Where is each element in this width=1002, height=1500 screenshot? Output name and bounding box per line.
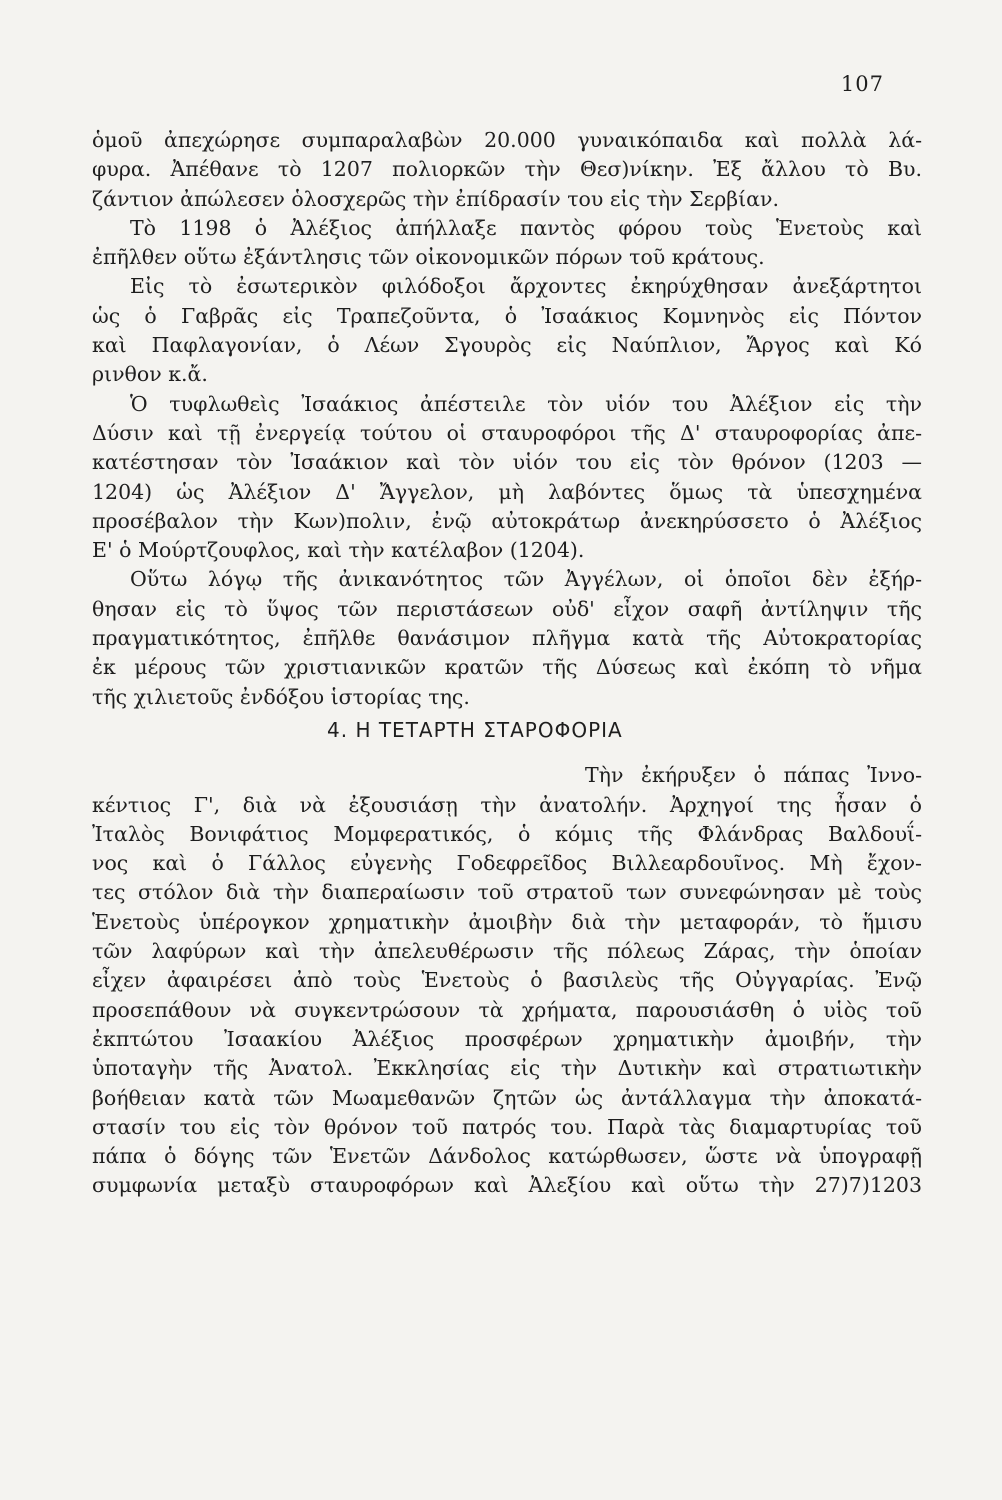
text-line: κατέστησαν τὸν Ἰσαάκιον καὶ τὸν υἱόν του εἰς τὸν θρόνον (1203 — bbox=[92, 450, 922, 475]
text-line: κέντιος Γ', διὰ νὰ ἐξουσιάσῃ τὴν ἀνατολήν. Ἀρχηγοί της ἦσαν ὁ bbox=[92, 792, 922, 817]
text-line: 1204) ὡς Ἀλέξιον Δ' Ἄγγελον, μὴ λαβόντες ὅμως τὰ ὑπεσχημένα bbox=[92, 479, 922, 504]
page-number: 107 bbox=[840, 72, 884, 96]
text-line: Δύσιν καὶ τῇ ἐνεργείᾳ τούτου οἱ σταυροφόροι τῆς Δ' σταυροφορίας ἀπε- bbox=[92, 420, 922, 445]
text-line: συμφωνία μεταξὺ σταυροφόρων καὶ Ἀλεξίου καὶ οὕτω τὴν 27)7)1203 bbox=[92, 1173, 922, 1198]
text-line: ἐκ μέρους τῶν χριστιανικῶν κρατῶν τῆς Δύσεως καὶ ἐκόπη τὸ νῆμα bbox=[92, 655, 922, 680]
section-heading: 4. Η ΤΕΤΑΡΤΗ ΣΤΑΡΟΦΟΡΙΑ bbox=[327, 717, 623, 742]
text-line: θησαν εἰς τὸ ὕψος τῶν περιστάσεων οὐδ' εἶχον σαφῆ ἀντίληψιν τῆς bbox=[92, 596, 922, 621]
text-line: προσεπάθουν νὰ συγκεντρώσουν τὰ χρήματα, παρουσιάσθη ὁ υἱὸς τοῦ bbox=[92, 997, 922, 1022]
text-line: Ἰταλὸς Βονιφάτιος Μομφερατικός, ὁ κόμις τῆς Φλάνδρας Βαλδουΐ- bbox=[92, 821, 922, 846]
text-line: Ὁ τυφλωθεὶς Ἰσαάκιος ἀπέστειλε τὸν υἱόν του Ἀλέξιον εἰς τὴν bbox=[130, 391, 922, 416]
text-line: ρινθον κ.ἄ. bbox=[92, 362, 208, 387]
text-line: Ἑνετοὺς ὑπέρογκον χρηματικὴν ἀμοιβὴν διὰ τὴν μεταφοράν, τὸ ἥμισυ bbox=[92, 909, 922, 934]
text-line: Τὸ 1198 ὁ Ἀλέξιος ἀπήλλαξε παντὸς φόρου τοὺς Ἑνετοὺς καὶ bbox=[130, 215, 922, 240]
text-line: ἐκπτώτου Ἰσαακίου Ἀλέξιος προσφέρων χρηματικὴν ἀμοιβήν, τὴν bbox=[92, 1026, 922, 1051]
text-line: ζάντιον ἀπώλεσεν ὁλοσχερῶς τὴν ἐπίδρασίν του εἰς τὴν Σερβίαν. bbox=[92, 186, 779, 211]
text-line: Εἰς τὸ ἐσωτερικὸν φιλόδοξοι ἄρχοντες ἐκηρύχθησαν ἀνεξάρτητοι bbox=[130, 274, 922, 299]
text-line: νος καὶ ὁ Γάλλος εὐγενὴς Γοδεφρεῖδος Βιλλεαρδουῖνος. Μὴ ἔχον- bbox=[92, 851, 922, 876]
text-line: φυρα. Ἀπέθανε τὸ 1207 πολιορκῶν τὴν Θεσ)νίκην. Ἐξ ἄλλου τὸ Βυ. bbox=[92, 157, 922, 182]
text-line: πραγματικότητος, ἐπῆλθε θανάσιμον πλῆγμα κατὰ τῆς Αὐτοκρατορίας bbox=[92, 626, 922, 651]
body-text bbox=[92, 126, 922, 1201]
text-line: Τὴν ἐκήρυξεν ὁ πάπας Ἰννο- bbox=[585, 763, 922, 788]
text-line: στασίν του εἰς τὸν θρόνον τοῦ πατρός του. Παρὰ τὰς διαμαρτυρίας τοῦ bbox=[92, 1114, 922, 1139]
text-line: ἐπῆλθεν οὕτω ἐξάντλησις τῶν οἰκονομικῶν πόρων τοῦ κράτους. bbox=[92, 245, 765, 270]
text-line: προσέβαλον τὴν Κων)πολιν, ἐνῷ αὐτοκράτωρ ἀνεκηρύσσετο ὁ Ἀλέξιος bbox=[92, 508, 922, 533]
text-line: βοήθειαν κατὰ τῶν Μωαμεθανῶν ζητῶν ὡς ἀντάλλαγμα τὴν ἀποκατά- bbox=[92, 1085, 922, 1110]
text-line: καὶ Παφλαγονίαν, ὁ Λέων Σγουρὸς εἰς Ναύπλιον, Ἄργος καὶ Κό bbox=[92, 333, 922, 358]
text-line: ὁμοῦ ἀπεχώρησε συμπαραλαβὼν 20.000 γυναικόπαιδα καὶ πολλὰ λά- bbox=[92, 128, 922, 152]
text-line: τῶν λαφύρων καὶ τὴν ἀπελευθέρωσιν τῆς πόλεως Ζάρας, τὴν ὁποίαν bbox=[92, 939, 922, 964]
text-line: τῆς χιλιετοῦς ἐνδόξου ἱστορίας της. bbox=[92, 684, 470, 709]
text-line: ὑποταγὴν τῆς Ἀνατολ. Ἐκκλησίας εἰς τὴν Δυτικὴν καὶ στρατιωτικὴν bbox=[92, 1056, 922, 1081]
text-line: ὡς ὁ Γαβρᾶς εἰς Τραπεζοῦντα, ὁ Ἰσαάκιος Κομνηνὸς εἰς Πόντον bbox=[92, 303, 922, 328]
text-line: τες στόλον διὰ τὴν διαπεραίωσιν τοῦ στρατοῦ των συνεφώνησαν μὲ τοὺς bbox=[92, 880, 922, 905]
text-line: Ε' ὁ Μούρτζουφλος, καὶ τὴν κατέλαβον (1204). bbox=[92, 538, 585, 563]
text-line: πάπα ὁ δόγης τῶν Ἑνετῶν Δάνδολος κατώρθωσεν, ὥστε νὰ ὑπογραφῇ bbox=[92, 1144, 922, 1169]
text-line: εἶχεν ἀφαιρέσει ἀπὸ τοὺς Ἑνετοὺς ὁ βασιλεὺς τῆς Οὐγγαρίας. Ἐνῷ bbox=[92, 968, 922, 993]
text-line: Οὕτω λόγῳ τῆς ἀνικανότητος τῶν Ἀγγέλων, οἱ ὁποῖοι δὲν ἐξήρ- bbox=[130, 567, 922, 592]
